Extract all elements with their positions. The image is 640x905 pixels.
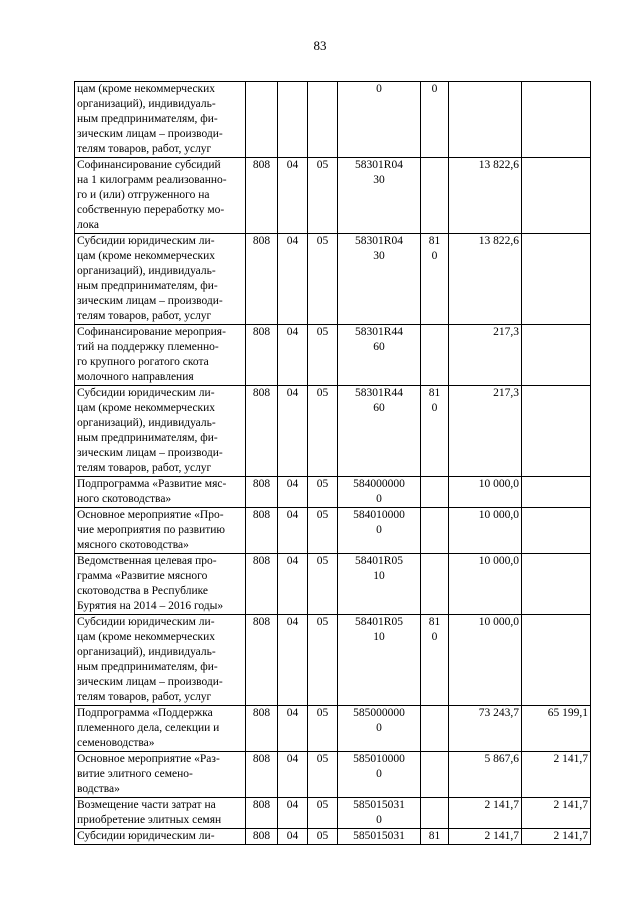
amount-total: 2 141,7 <box>449 798 522 829</box>
section-code: 04 <box>278 158 308 234</box>
row-name <box>75 234 246 325</box>
amount-total: 13 822,6 <box>449 234 522 325</box>
amount-total: 217,3 <box>449 386 522 477</box>
expense-type-line: 81 <box>428 387 441 399</box>
row-name-line: Возмещение части затрат на <box>77 799 216 811</box>
row-name-line: семеноводства» <box>77 737 155 749</box>
target-article-line: 0 <box>376 493 382 505</box>
table-row <box>75 554 591 615</box>
table-row <box>75 752 591 798</box>
subsection-code: 05 <box>308 158 338 234</box>
target-article-code <box>338 477 421 508</box>
row-name-line: телям товаров, работ, услуг <box>77 143 212 155</box>
row-name-line: организаций), индивидуаль- <box>77 98 216 110</box>
section-code: 04 <box>278 615 308 706</box>
section-code: 04 <box>278 829 308 845</box>
row-name-line: ным предпринимателям, фи- <box>77 432 218 444</box>
row-name-line: го крупного рогатого скота <box>77 356 209 368</box>
amount-total: 5 867,6 <box>449 752 522 798</box>
amount-federal <box>522 508 591 554</box>
target-article-line: 0 <box>376 524 382 536</box>
target-article-code <box>338 615 421 706</box>
row-name-line: ным предпринимателям, фи- <box>77 280 218 292</box>
subsection-code: 05 <box>308 798 338 829</box>
row-name-line: организаций), индивидуаль- <box>77 417 216 429</box>
expense-type-line: 81 <box>428 830 441 842</box>
amount-federal <box>522 477 591 508</box>
amount-total: 13 822,6 <box>449 158 522 234</box>
table-row <box>75 158 591 234</box>
row-name-line: цам (кроме некоммерческих <box>77 402 216 414</box>
expense-type-code <box>421 508 449 554</box>
row-name-line: водства» <box>77 783 120 795</box>
row-name-line: Подпрограмма «Развитие мяс- <box>77 478 227 490</box>
amount-total: 10 000,0 <box>449 615 522 706</box>
expense-type-code <box>421 477 449 508</box>
amount-federal <box>522 234 591 325</box>
row-name <box>75 554 246 615</box>
target-article-line: 584010000 <box>353 509 405 521</box>
amount-federal <box>522 615 591 706</box>
subsection-code: 05 <box>308 234 338 325</box>
amount-total: 2 141,7 <box>449 829 522 845</box>
target-article-line: 585015031 <box>353 799 405 811</box>
subsection-code: 05 <box>308 386 338 477</box>
subsection-code: 05 <box>308 615 338 706</box>
row-name-line: на 1 килограмм реализованно- <box>77 174 227 186</box>
target-article-line: 584000000 <box>353 478 405 490</box>
subsection-code: 05 <box>308 508 338 554</box>
row-name-line: Ведомственная целевая про- <box>77 555 217 567</box>
row-name-line: зическим лицам – производи- <box>77 447 223 459</box>
table-row <box>75 477 591 508</box>
expense-type-code <box>421 798 449 829</box>
amount-total: 10 000,0 <box>449 477 522 508</box>
target-article-line: 585015031 <box>353 830 405 842</box>
row-name <box>75 386 246 477</box>
section-code: 04 <box>278 477 308 508</box>
row-name <box>75 798 246 829</box>
section-code <box>278 82 308 158</box>
expense-type-line: 0 <box>431 83 438 95</box>
row-name-line: Софинансирование мероприя- <box>77 326 226 338</box>
row-name-line: организаций), индивидуаль- <box>77 646 216 658</box>
row-name-line: цам (кроме некоммерческих <box>77 631 216 643</box>
subsection-code: 05 <box>308 554 338 615</box>
ministry-code: 808 <box>246 554 278 615</box>
target-article-code <box>338 829 421 845</box>
amount-total: 10 000,0 <box>449 508 522 554</box>
row-name <box>75 508 246 554</box>
ministry-code: 808 <box>246 234 278 325</box>
target-article-line: 30 <box>373 174 385 186</box>
table-row <box>75 82 591 158</box>
amount-federal: 2 141,7 <box>522 829 591 845</box>
amount-federal: 65 199,1 <box>522 706 591 752</box>
subsection-code: 05 <box>308 829 338 845</box>
expense-type-code <box>421 615 449 706</box>
row-name <box>75 706 246 752</box>
row-name-line: Субсидии юридическим ли- <box>77 616 215 628</box>
expense-type-code <box>421 234 449 325</box>
row-name-line: грамма «Развитие мясного <box>77 570 208 582</box>
row-name <box>75 325 246 386</box>
row-name-line: витие элитного семено- <box>77 768 193 780</box>
expense-type-code <box>421 386 449 477</box>
ministry-code: 808 <box>246 508 278 554</box>
row-name-line: ным предпринимателям, фи- <box>77 661 218 673</box>
target-article-line: 10 <box>373 631 385 643</box>
target-article-line: 60 <box>373 341 385 353</box>
amount-federal <box>522 386 591 477</box>
row-name-line: цам (кроме некоммерческих <box>77 250 216 262</box>
subsection-code: 05 <box>308 477 338 508</box>
row-name-line: го и (или) отгруженного на <box>77 189 210 201</box>
ministry-code: 808 <box>246 325 278 386</box>
row-name <box>75 477 246 508</box>
target-article-line: 10 <box>373 570 385 582</box>
row-name-line: ным предпринимателям, фи- <box>77 113 218 125</box>
table-row <box>75 615 591 706</box>
row-name-line: племенного дела, селекции и <box>77 722 220 734</box>
target-article-line: 60 <box>373 402 385 414</box>
expense-type-line: 81 <box>428 235 441 247</box>
row-name-line: телям товаров, работ, услуг <box>77 310 212 322</box>
expense-type-line: 0 <box>431 250 438 262</box>
row-name-line: Софинансирование субсидий <box>77 159 221 171</box>
expense-type-code <box>421 325 449 386</box>
row-name-line: молочного направления <box>77 371 194 383</box>
row-name <box>75 615 246 706</box>
row-name-line: Субсидии юридическим ли- <box>77 235 215 247</box>
row-name-line: приобретение элитных семян <box>77 814 222 826</box>
table-row <box>75 386 591 477</box>
row-name-line: мясного скотоводства» <box>77 539 189 551</box>
row-name-line: зическим лицам – производи- <box>77 128 223 140</box>
ministry-code: 808 <box>246 706 278 752</box>
row-name-line: Субсидии юридическим ли- <box>77 387 215 399</box>
target-article-line: 58301R44 <box>355 387 403 399</box>
expense-type-code <box>421 158 449 234</box>
expense-type-code <box>421 752 449 798</box>
amount-federal <box>522 82 591 158</box>
row-name-line: Субсидии юридическим ли- <box>77 830 215 842</box>
target-article-code <box>338 82 421 158</box>
expense-type-code <box>421 554 449 615</box>
amount-federal: 2 141,7 <box>522 798 591 829</box>
target-article-line: 585010000 <box>353 753 405 765</box>
amount-total: 73 243,7 <box>449 706 522 752</box>
expense-type-line: 0 <box>431 631 438 643</box>
section-code: 04 <box>278 798 308 829</box>
ministry-code: 808 <box>246 158 278 234</box>
amount-federal <box>522 158 591 234</box>
expense-type-code <box>421 706 449 752</box>
row-name-line: ного скотоводства» <box>77 493 172 505</box>
ministry-code: 808 <box>246 752 278 798</box>
amount-total: 217,3 <box>449 325 522 386</box>
row-name <box>75 829 246 845</box>
row-name-line: телям товаров, работ, услуг <box>77 462 212 474</box>
amount-federal <box>522 325 591 386</box>
row-name-line: собственную переработку мо- <box>77 204 225 216</box>
target-article-line: 58301R04 <box>355 159 403 171</box>
row-name <box>75 82 246 158</box>
target-article-code <box>338 234 421 325</box>
table-row <box>75 234 591 325</box>
ministry-code: 808 <box>246 386 278 477</box>
ministry-code: 808 <box>246 477 278 508</box>
row-name-line: тий на поддержку племенно- <box>77 341 219 353</box>
target-article-line: 58401R05 <box>355 616 403 628</box>
amount-total <box>449 82 522 158</box>
target-article-line: 58401R05 <box>355 555 403 567</box>
row-name-line: организаций), индивидуаль- <box>77 265 216 277</box>
subsection-code: 05 <box>308 325 338 386</box>
row-name-line: Подпрограмма «Поддержка <box>77 707 213 719</box>
table-row <box>75 508 591 554</box>
target-article-line: 0 <box>376 768 382 780</box>
ministry-code: 808 <box>246 798 278 829</box>
subsection-code: 05 <box>308 752 338 798</box>
row-name-line: Бурятия на 2014 – 2016 годы» <box>77 600 224 612</box>
table-row <box>75 829 591 845</box>
target-article-line: 30 <box>373 250 385 262</box>
page-number: 83 <box>313 38 327 53</box>
amount-federal: 2 141,7 <box>522 752 591 798</box>
section-code: 04 <box>278 508 308 554</box>
amount-federal <box>522 554 591 615</box>
ministry-code <box>246 82 278 158</box>
target-article-line: 585000000 <box>353 707 405 719</box>
target-article-code <box>338 325 421 386</box>
budget-table <box>74 81 591 845</box>
row-name-line: цам (кроме некоммерческих <box>77 83 216 95</box>
target-article-code <box>338 706 421 752</box>
expense-type-line: 0 <box>431 402 438 414</box>
amount-total: 10 000,0 <box>449 554 522 615</box>
section-code: 04 <box>278 752 308 798</box>
section-code: 04 <box>278 554 308 615</box>
row-name-line: чие мероприятия по развитию <box>77 524 226 536</box>
target-article-line: 0 <box>376 722 382 734</box>
ministry-code: 808 <box>246 615 278 706</box>
target-article-line: 0 <box>376 83 382 95</box>
row-name-line: скотоводства в Республике <box>77 585 208 597</box>
target-article-code <box>338 158 421 234</box>
row-name-line: зическим лицам – производи- <box>77 676 223 688</box>
target-article-line: 58301R44 <box>355 326 403 338</box>
row-name-line: зическим лицам – производи- <box>77 295 223 307</box>
expense-type-line: 81 <box>428 616 441 628</box>
section-code: 04 <box>278 325 308 386</box>
subsection-code: 05 <box>308 706 338 752</box>
section-code: 04 <box>278 386 308 477</box>
table-row <box>75 325 591 386</box>
row-name-line: лока <box>77 219 100 231</box>
target-article-code <box>338 752 421 798</box>
expense-type-code <box>421 82 449 158</box>
row-name <box>75 752 246 798</box>
ministry-code: 808 <box>246 829 278 845</box>
row-name <box>75 158 246 234</box>
section-code: 04 <box>278 234 308 325</box>
row-name-line: телям товаров, работ, услуг <box>77 691 212 703</box>
section-code: 04 <box>278 706 308 752</box>
expense-type-code <box>421 829 449 845</box>
target-article-code <box>338 508 421 554</box>
target-article-code <box>338 554 421 615</box>
table-row <box>75 706 591 752</box>
target-article-line: 0 <box>376 814 382 826</box>
target-article-code <box>338 386 421 477</box>
row-name-line: Основное мероприятие «Про- <box>77 509 224 521</box>
target-article-line: 58301R04 <box>355 235 403 247</box>
target-article-code <box>338 798 421 829</box>
subsection-code <box>308 82 338 158</box>
row-name-line: Основное мероприятие «Раз- <box>77 753 220 765</box>
table-row <box>75 798 591 829</box>
